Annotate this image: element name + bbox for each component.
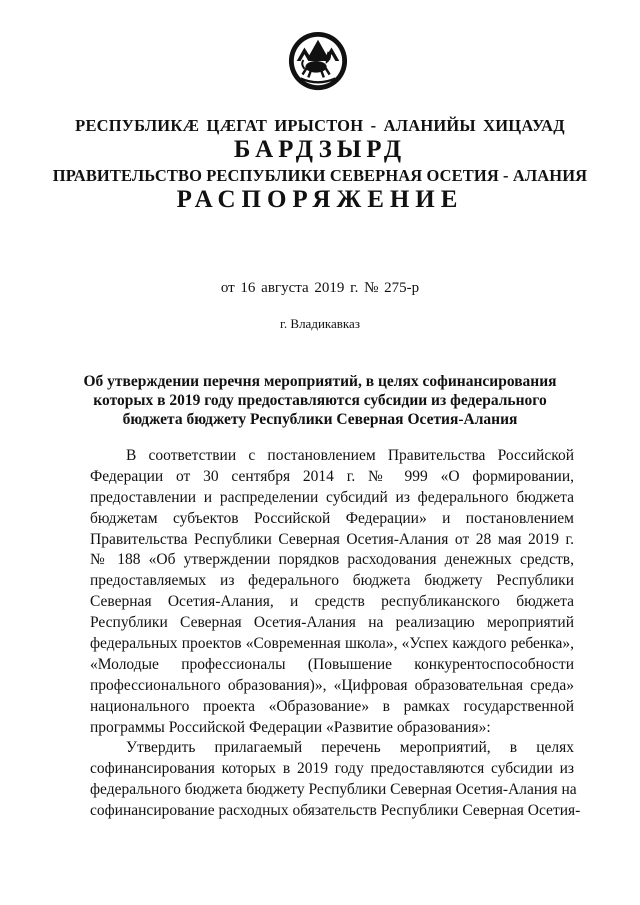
document-body [90,446,581,822]
body-line: федерального бюджета бюджету Республики Северная Осетия-Алания на [90,781,577,799]
title-line: бюджета бюджету Республики Северная Осетия-Алания [122,411,518,428]
body-line: предоставлении и распределении субсидий из федерального бюджета [90,488,574,506]
body-line: Утвердить прилагаемый перечень мероприятий, в целях [126,739,574,757]
body-line: предоставляемых из федерального бюджета бюджету Республики [90,572,574,590]
document-city: г. Владикавказ [280,316,360,331]
body-line: В соответствии с постановлением Правительства Российской [126,447,574,464]
title-line: которых в 2019 году предоставляются субсидии из федерального [93,392,547,409]
body-line: софинансирования которых в 2019 году предоставляются субсидии из [90,760,574,778]
body-line: Федерации от 30 сентября 2014 г. № 999 «О формировании, [90,467,574,485]
body-line: Республики Северная Осетия-Алания на реализацию мероприятий [90,614,574,632]
document-date-number: от 16 августа 2019 г. № 275-р [220,280,420,296]
body-line: национального проекта «Образование» в рамках государственной [90,697,574,715]
body-line: федеральных проектов «Современная школа», «Успех каждого ребенка», [90,635,574,653]
body-line: Правительства Республики Северная Осетия-Алания от 28 мая 2019 г. [90,530,574,548]
title-line: Об утверждении перечня мероприятий, в целях софинансирования [83,373,557,390]
ossetian-document-type: БАРДЗЫРД [233,136,407,163]
body-line: софинансирование расходных обязательств Республики Северная Осетия- [90,802,581,820]
russian-government-heading: ПРАВИТЕЛЬСТВО РЕСПУБЛИКИ СЕВЕРНАЯ ОСЕТИЯ - АЛАНИЯ [52,166,588,185]
body-line: бюджетам субъектов Российской Федерации» и постановлением [90,509,574,527]
coat-of-arms-icon [287,30,349,92]
body-line: Северная Осетия-Алания, и средств республиканского бюджета [90,593,574,611]
russian-document-type: РАСПОРЯЖЕНИЕ [176,186,464,213]
body-line: профессионального образования)», «Цифровая образовательная среда» [90,676,574,694]
ossetian-republic-heading: РЕСПУБЛИКӔ ЦӔГАТ ИРЫСТОН - АЛАНИЙЫ ХИЦАУАД [75,116,565,135]
body-line: «Молодые профессионалы (Повышение конкурентоспособности [90,655,574,673]
body-line: № 188 «Об утверждении порядков расходования денежных средств, [90,551,574,569]
document-title [60,372,580,429]
body-line: программы Российской Федерации «Развитие образования»: [90,718,491,736]
